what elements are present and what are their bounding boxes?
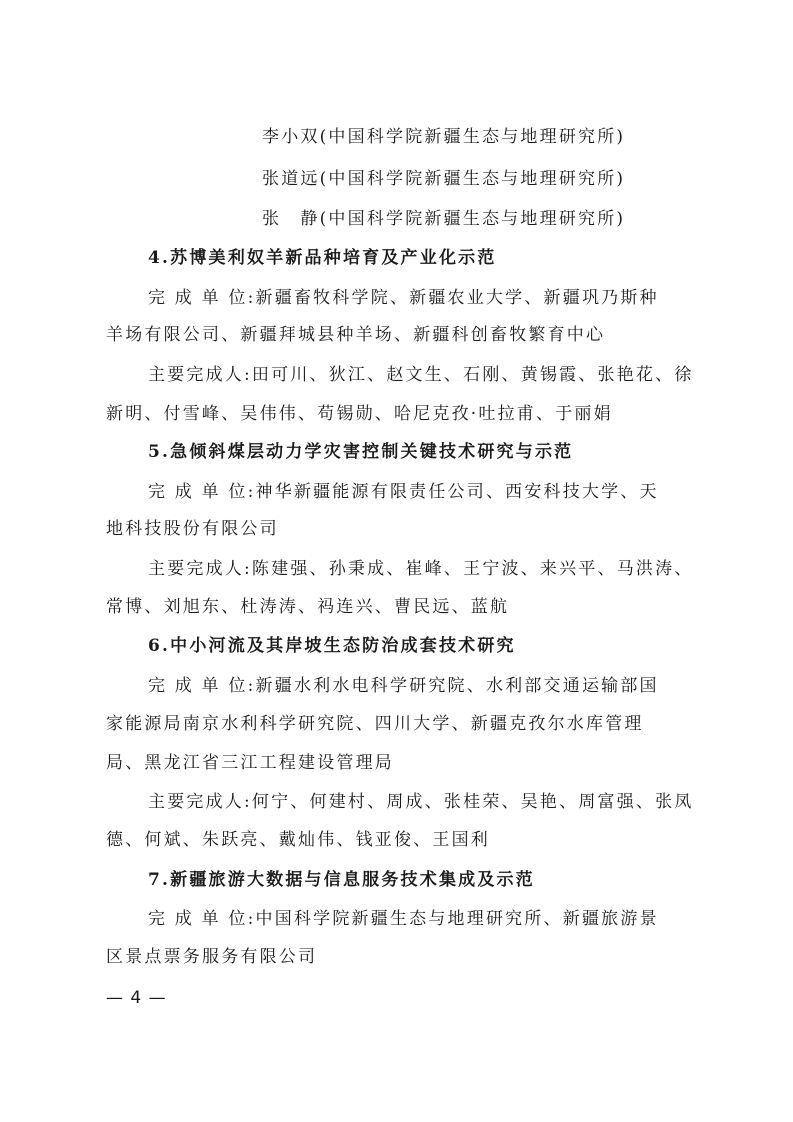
project-6-people-line1: 主要完成人:何宁、何建村、周成、张桂荣、吴艳、周富强、张凤 xyxy=(148,792,694,812)
person-zhang-daoyuan: 张道远(中国科学院新疆生态与地理研究所) xyxy=(262,169,626,189)
project-5-people-line2: 常博、刘旭东、杜涛涛、祃连兴、曹民远、蓝航 xyxy=(106,597,510,617)
project-4-units-line2: 羊场有限公司、新疆拜城县种羊场、新疆科创畜牧繁育中心 xyxy=(106,325,606,345)
project-4-people-line2: 新明、付雪峰、吴伟伟、苟锡勋、哈尼克孜·吐拉甫、于丽娟 xyxy=(106,404,613,424)
project-6-units-line1: 完 成 单 位:新疆水利水电科学研究院、水利部交通运输部国 xyxy=(148,676,659,696)
project-6-title: 6.中小河流及其岸坡生态防治成套技术研究 xyxy=(148,636,516,656)
person-zhang-jing: 张 静(中国科学院新疆生态与地理研究所) xyxy=(262,209,626,229)
project-6-units-line3: 局、黑龙江省三江工程建设管理局 xyxy=(106,753,394,773)
project-6-units-line2: 家能源局南京水利科学研究院、四川大学、新疆克孜尔水库管理 xyxy=(106,714,644,734)
project-5-title: 5.急倾斜煤层动力学灾害控制关键技术研究与示范 xyxy=(148,442,574,462)
project-7-units-line1: 完 成 单 位:中国科学院新疆生态与地理研究所、新疆旅游景 xyxy=(148,909,659,929)
project-5-units-line2: 地科技股份有限公司 xyxy=(106,519,279,539)
project-5-people-line1: 主要完成人:陈建强、孙秉成、崔峰、王宁波、来兴平、马洪涛、 xyxy=(148,559,694,579)
project-4-units-line1: 完 成 单 位:新疆畜牧科学院、新疆农业大学、新疆巩乃斯种 xyxy=(148,288,659,308)
project-4-people-line1: 主要完成人:田可川、狄江、赵文生、石刚、黄锡霞、张艳花、徐 xyxy=(148,365,694,385)
project-6-people-line2: 德、何斌、朱跃亮、戴灿伟、钱亚俊、王国利 xyxy=(106,830,490,850)
project-7-units-line2: 区景点票务服务有限公司 xyxy=(106,947,318,967)
project-4-title: 4.苏博美利奴羊新品种培育及产业化示范 xyxy=(148,248,497,268)
project-7-title: 7.新疆旅游大数据与信息服务技术集成及示范 xyxy=(148,870,535,890)
person-li-xiaoshuang: 李小双(中国科学院新疆生态与地理研究所) xyxy=(262,127,626,147)
page-number: — 4 — xyxy=(106,988,167,1008)
project-5-units-line1: 完 成 单 位:神华新疆能源有限责任公司、西安科技大学、天 xyxy=(148,482,659,502)
